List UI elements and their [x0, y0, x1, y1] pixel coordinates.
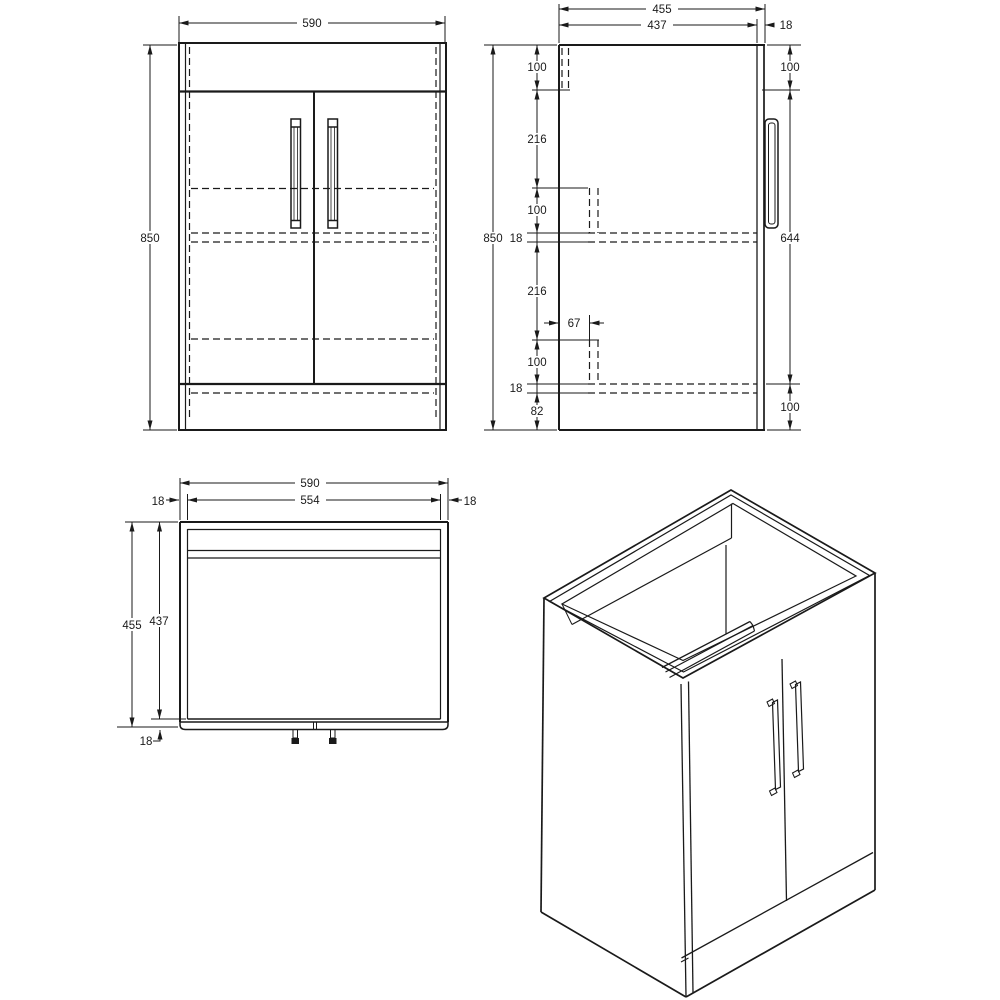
dim-side-plinth: 82: [530, 406, 544, 418]
dim-side-height: 850: [483, 233, 503, 245]
front-door-handle-left: [291, 119, 301, 228]
front-view-dimension-lines: [143, 16, 445, 430]
iso-door-handle-right: [790, 681, 804, 778]
dim-plan-left-panel: 18: [151, 496, 165, 508]
dim-side-door-thickness: 18: [779, 20, 793, 32]
iso-body: [541, 573, 875, 997]
front-view-cabinet-linework: [179, 43, 446, 430]
front-door-handle-right: [328, 119, 338, 228]
plan-view-cabinet-linework: [180, 522, 448, 730]
side-view-labels: [479, 3, 804, 418]
front-height-dim-label: [136, 231, 165, 245]
side-view: [479, 3, 804, 430]
dim-side-top-rail: 100: [527, 62, 547, 74]
dim-side-bracket-offset: 67: [567, 318, 581, 330]
dim-plan-door-thickness: 18: [139, 736, 153, 748]
plan-view-labels: [118, 477, 476, 748]
dim-side-right-bottom: 100: [780, 402, 800, 414]
dim-front-width: 590: [302, 18, 322, 30]
side-door-handle: [765, 119, 778, 228]
dim-plan-overall-depth: 455: [122, 620, 142, 632]
dim-side-door-height: 644: [780, 233, 800, 245]
dim-side-overall-depth: 455: [652, 4, 672, 16]
dim-plan-carcass-depth: 437: [149, 616, 169, 628]
iso-interior: [562, 504, 755, 678]
dim-plan-overall-width: 590: [300, 478, 320, 490]
plan-handle-left: [292, 730, 300, 745]
dim-side-bottom-drop: 100: [527, 357, 547, 369]
dim-side-right-top: 100: [780, 62, 800, 74]
iso-top-rim: [544, 490, 875, 678]
dim-side-lower-gap: 216: [527, 286, 547, 298]
side-view-cabinet-linework: [559, 45, 765, 430]
plan-view: [117, 477, 476, 748]
dim-plan-internal-width: 554: [300, 495, 320, 507]
dim-side-carcass-depth: 437: [647, 20, 667, 32]
dim-side-shelf-thickness: 18: [509, 233, 523, 245]
side-view-ticks: [527, 90, 800, 393]
dim-side-floor-thickness: 18: [509, 383, 523, 395]
dim-plan-right-panel: 18: [463, 496, 477, 508]
dim-front-height: 850: [140, 233, 160, 245]
dim-side-shelf-drop: 100: [527, 205, 547, 217]
plan-view-dimension-lines: [117, 478, 462, 741]
front-width-dim-label: [297, 16, 328, 30]
front-view: [136, 16, 446, 430]
plan-handle-right: [329, 730, 337, 745]
iso-view: [541, 490, 875, 997]
iso-door-handle-left: [767, 699, 781, 796]
dim-side-upper-gap: 216: [527, 134, 547, 146]
